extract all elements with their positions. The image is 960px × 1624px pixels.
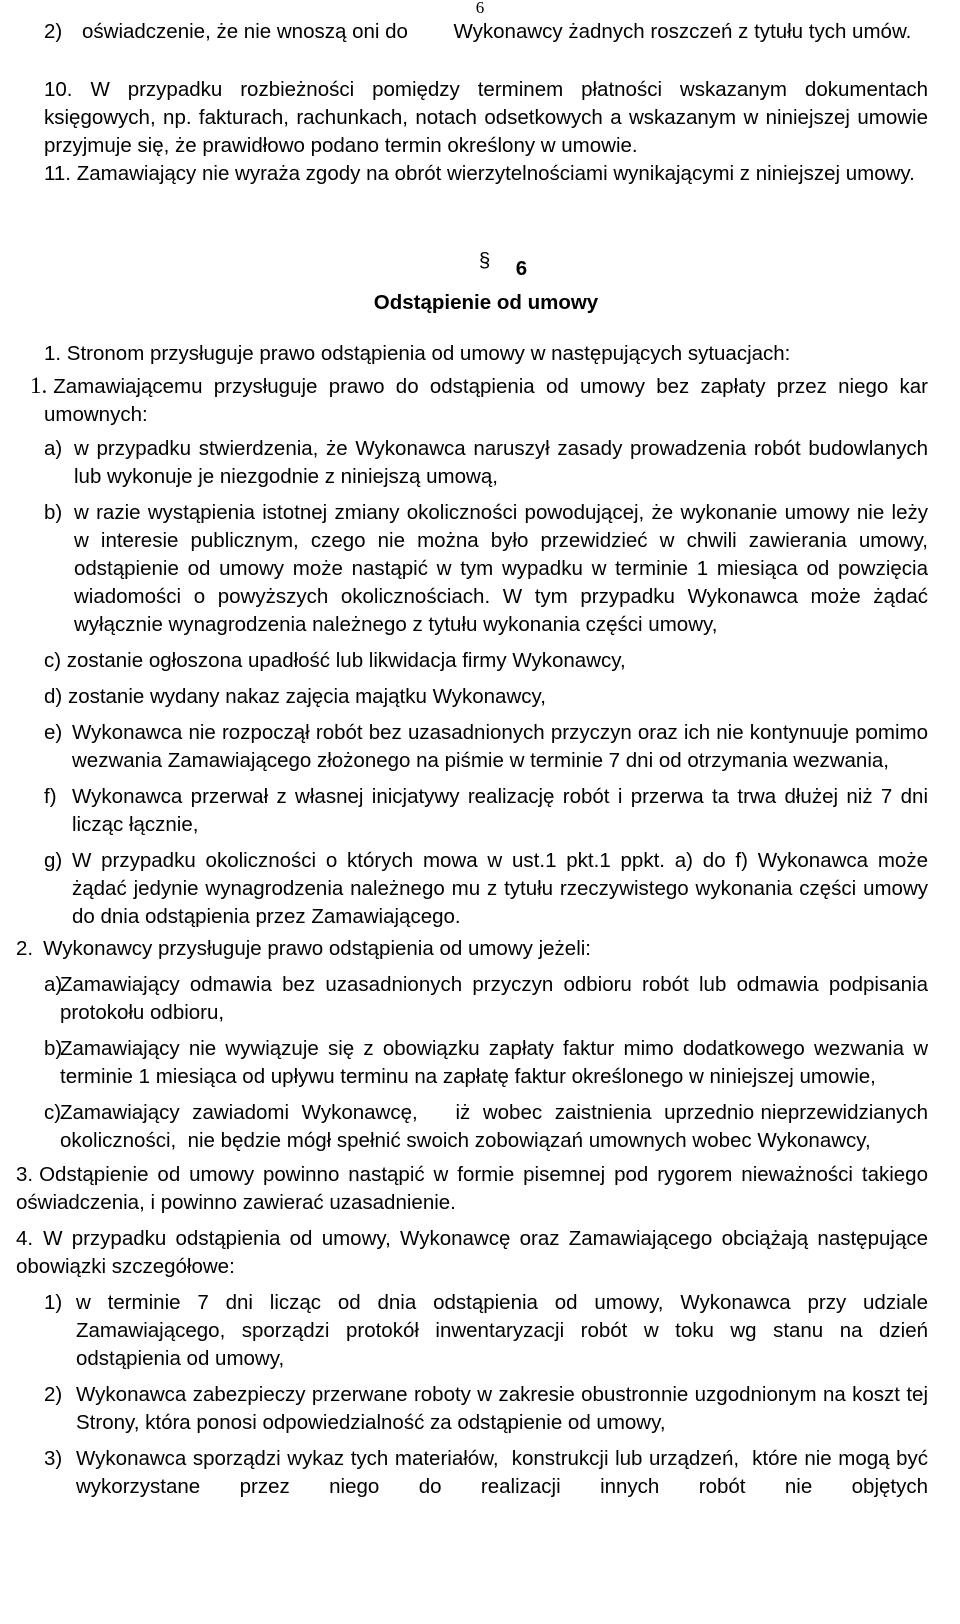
item-text: w razie wystąpienia istotnej zmiany okoliczności powodującej, że wykonanie umowy nie leży w interesie publicznym, czego nie można było przewidzieć w chwili zawierania umowy, odstąpienie od umowy może nastąpić w tym wypadku w terminie 1 miesiąca od powzięcia wiadomości o powyższych okolicznościach. W tym przypadku Wykonawca może żądać wyłącznie wynagrodzenia należnego z tytułu wykonania części umowy, — [74, 501, 928, 636]
item-label: g) — [44, 849, 63, 872]
point-label: 2. — [16, 937, 34, 960]
list-item — [44, 160, 928, 188]
item-label: b) — [44, 501, 63, 524]
list-item — [44, 1035, 928, 1091]
point-2 — [16, 935, 928, 963]
item-label: 2) — [44, 1383, 63, 1406]
list-item — [44, 435, 928, 491]
item-label: c) — [44, 649, 62, 672]
list-item — [44, 76, 928, 160]
point-label: 1. — [30, 373, 48, 398]
item-text: zostanie wydany nakaz zajęcia majątku Wykonawcy, — [67, 685, 546, 708]
item-label: f) — [44, 785, 57, 808]
item-label: e) — [44, 721, 63, 744]
point-4-items — [44, 1289, 934, 1501]
section-number-text: 6 — [515, 257, 528, 280]
item-text: Wykonawca zabezpieczy przerwane roboty w zakresie obustronnie uzgodnionym na koszt tej Strony, która ponosi odpowiedzialność za odstąpienie od umowy, — [76, 1383, 928, 1434]
intro-paragraph: 1. Stronom przysługuje prawo odstąpienia od umowy w następujących sytuacjach: — [44, 342, 791, 365]
item-text: zostanie ogłoszona upadłość lub likwidacja firmy Wykonawcy, — [66, 649, 626, 672]
item-text: oświadczenie, że nie wnoszą oni do Wykonawcy żadnych roszczeń z tytułu tych umów. — [82, 20, 912, 43]
list-item — [44, 971, 928, 1027]
list-item — [44, 1445, 934, 1501]
item-label: a) — [44, 437, 63, 460]
point-4 — [16, 1225, 928, 1281]
item-text: Zamawiający nie wyraża zgody na obrót wierzytelnościami wynikającymi z niniejszej umowy. — [76, 162, 915, 185]
list-item — [44, 1289, 928, 1373]
point-text: Wykonawcy przysługuje prawo odstąpienia od umowy jeżeli: — [43, 937, 591, 960]
item-label: a) — [44, 973, 63, 996]
point-text: W przypadku odstąpienia od umowy, Wykonawcę oraz Zamawiającego obciążają następujące obowiązki szczegółowe: — [16, 1227, 928, 1278]
point-text: Odstąpienie od umowy powinno nastąpić w formie pisemnej pod rygorem nieważności takiego oświadczenia, i powinno zawierać uzasadnienie. — [16, 1163, 928, 1214]
point-text: Zamawiającemu przysługuje prawo do odstąpienia od umowy bez zapłaty przez niego kar umownych: — [44, 375, 928, 426]
list-item — [44, 847, 928, 931]
item-label: c) — [44, 1101, 62, 1124]
item-label: 2) — [44, 20, 63, 43]
list-item — [44, 1381, 928, 1437]
item-label: 11. — [44, 162, 71, 185]
list-item — [44, 499, 928, 639]
item-text: w terminie 7 dni licząc od dnia odstąpienia od umowy, Wykonawca przy udziale Zamawiającego, sporządzi protokół inwentaryzacji robót w toku wg stanu na dzień odstąpienia od umowy, — [76, 1291, 928, 1370]
item-label: b) — [44, 1037, 63, 1060]
point-label: 3. — [16, 1163, 34, 1186]
item-text: Wykonawca przerwał z własnej inicjatywy realizację robót i przerwa ta trwa dłużej niż 7 dni licząc łącznie, — [72, 785, 928, 836]
list-item — [44, 719, 928, 775]
item-text: w przypadku stwierdzenia, że Wykonawca naruszył zasady prowadzenia robót budowlanych lub wykonuje je niezgodnie z niniejszą umową, — [74, 437, 928, 488]
document-body — [16, 18, 934, 1501]
list-item — [44, 1099, 934, 1155]
item-label: 1) — [44, 1291, 63, 1314]
item-label: 10. — [44, 78, 73, 101]
section-symbol: § — [478, 249, 491, 272]
item-text: W przypadku rozbieżności pomiędzy terminem płatności wskazanym dokumentach księgowych, np. fakturach, rachunkach, notach odsetkowych a wskazanym w niniejszej umowie przyjmuje się, że prawidłowo podano termin określony w umowie. — [44, 78, 929, 157]
list-item — [44, 683, 928, 711]
point-label: 4. — [16, 1227, 34, 1250]
item-text: Zamawiający zawiadomi Wykonawcę, iż wobec zaistnienia uprzednio nieprzewidzianych okoliczności, nie będzie mógł spełnić swoich zobowiązań umownych wobec Wykonawcy, — [60, 1101, 934, 1152]
item-text: Zamawiający nie wywiązuje się z obowiązku zapłaty faktur mimo dodatkowego wezwania w terminie 1 miesiąca od upływu terminu na zapłatę faktur określonego w niniejszej umowie, — [60, 1037, 928, 1088]
point-3 — [16, 1161, 928, 1217]
point-1 — [30, 372, 928, 429]
item-text: Zamawiający odmawia bez uzasadnionych przyczyn odbioru robót lub odmawia podpisania protokołu odbioru, — [60, 973, 928, 1024]
section-title: Odstąpienie od umowy — [373, 291, 599, 314]
point-1-items — [44, 435, 928, 931]
list-item — [44, 647, 928, 675]
page-number: 6 — [475, 0, 485, 17]
section-header — [44, 249, 928, 320]
section-number — [44, 249, 928, 286]
item-text: Wykonawca nie rozpoczął robót bez uzasadnionych przyczyn oraz ich nie kontynuuje pomimo wezwania Zamawiającego złożonego na piśmie w terminie 7 dni od otrzymania wezwania, — [72, 721, 928, 772]
item-label: 3) — [44, 1447, 63, 1470]
list-item — [44, 783, 928, 839]
item-text: W przypadku okoliczności o których mowa w ust.1 pkt.1 ppkt. a) do f) Wykonawca może żądać jedynie wynagrodzenia należnego mu z tytułu rzeczywistego wykonania części umowy do dnia odstąpienia przez Zamawiającego. — [72, 849, 928, 928]
item-text: Wykonawca sporządzi wykaz tych materiałów, konstrukcji lub urządzeń, które nie mogą być wykorzystane przez niego do realizacji innych robót nie objętych — [76, 1447, 934, 1498]
item-label: d) — [44, 685, 63, 708]
point-2-items — [44, 971, 934, 1155]
list-item — [44, 18, 928, 74]
